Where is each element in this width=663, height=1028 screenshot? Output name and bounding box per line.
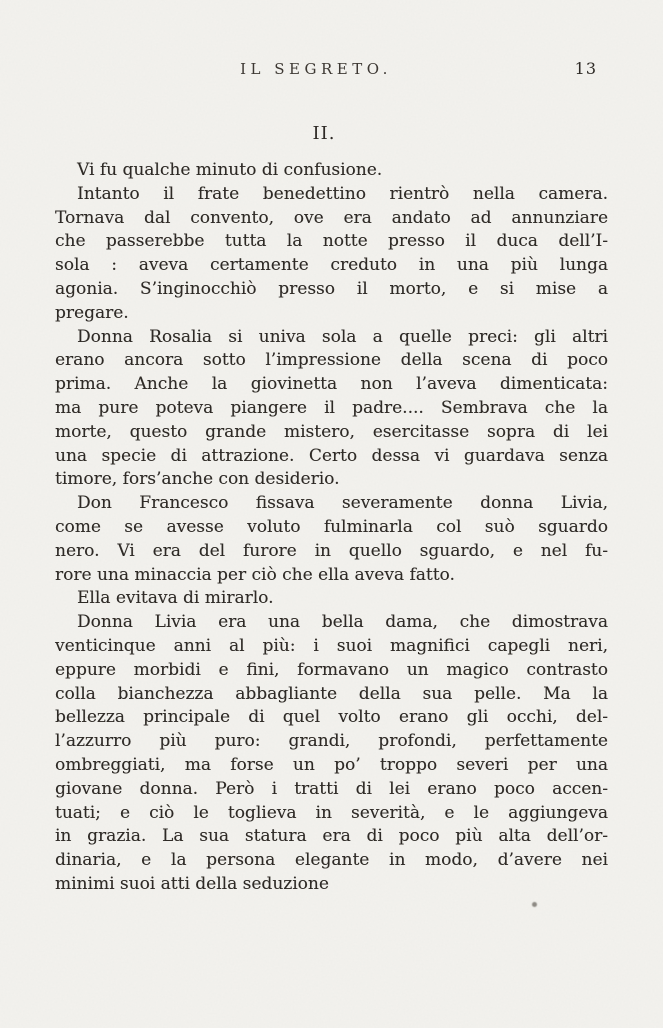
text-line: Donna Livia era una bella dama, che dimostrava — [77, 612, 608, 633]
text-line: timore, fors’anche con desiderio. — [55, 469, 340, 490]
text-line: come se avesse voluto fulminarla col suò sguardo — [55, 516, 608, 537]
paragraph — [55, 587, 608, 611]
paragraph — [55, 183, 608, 326]
text-line: eppure morbidi e fini, formavano un magico contrasto — [55, 659, 608, 680]
text-line: che passerebbe tutta la notte presso il duca dell’I- — [55, 231, 608, 252]
text-line: minimi suoi atti della seduzione — [55, 873, 329, 894]
text-line: dinaria, e la persona elegante in modo, d’avere nei — [55, 850, 608, 871]
text-line: ma pure poteva piangere il padre.... Sembrava che la — [55, 397, 608, 418]
running-title: IL SEGRETO. — [240, 60, 392, 78]
text-line: l’azzurro più puro: grandi, profondi, perfettamente — [55, 731, 608, 752]
text-line: prima. Anche la giovinetta non l’aveva dimenticata: — [55, 374, 608, 395]
paragraph — [55, 159, 608, 183]
text-block — [55, 159, 608, 897]
ink-speck — [532, 902, 537, 907]
text-line: nero. Vi era del furore in quello sguardo, e nel fu- — [55, 540, 608, 561]
page-number: 13 — [574, 59, 597, 78]
text-line: agonia. S’inginocchiò presso il morto, e si mise a — [55, 278, 608, 299]
text-line: colla bianchezza abbagliante della sua pelle. Ma la — [55, 683, 608, 704]
text-line: Don Francesco fissava severamente donna Livia, — [77, 493, 608, 514]
text-line: ombreggiati, ma forse un po’ troppo severi per una — [55, 754, 608, 775]
paragraph — [55, 326, 608, 493]
paragraph — [55, 492, 608, 587]
text-line: Intanto il frate benedettino rientrò nella camera. — [77, 183, 608, 204]
text-line: Tornava dal convento, ove era andato ad annunziare — [55, 207, 608, 228]
text-line: Donna Rosalia si univa sola a quelle preci: gli altri — [77, 326, 608, 347]
paragraph — [55, 611, 608, 897]
text-line: giovane donna. Però i tratti di lei erano poco accen- — [55, 778, 608, 799]
text-line: sola : aveva certamente creduto in una più lunga — [55, 255, 608, 276]
text-line: pregare. — [55, 302, 129, 323]
text-line: in grazia. La sua statura era di poco più alta dell’or- — [55, 826, 608, 847]
text-line: tuati; e ciò le toglieva in severità, e le aggiungeva — [55, 802, 608, 823]
text-line: morte, questo grande mistero, esercitasse sopra di lei — [55, 421, 608, 442]
text-line: Vi fu qualche minuto di confusione. — [77, 160, 383, 180]
text-line: venticinque anni al più: i suoi magnifici capegli neri, — [55, 635, 608, 656]
text-line: bellezza principale di quel volto erano gli occhi, del- — [55, 707, 608, 728]
text-line: Ella evitava di mirarlo. — [77, 588, 274, 609]
text-line: una specie di attrazione. Certo dessa vi guardava senza — [55, 445, 608, 466]
chapter-heading: II. — [312, 123, 336, 144]
text-line: erano ancora sotto l’impressione della scena di poco — [55, 350, 608, 371]
text-line: rore una minaccia per ciò che ella aveva fatto. — [55, 564, 455, 585]
